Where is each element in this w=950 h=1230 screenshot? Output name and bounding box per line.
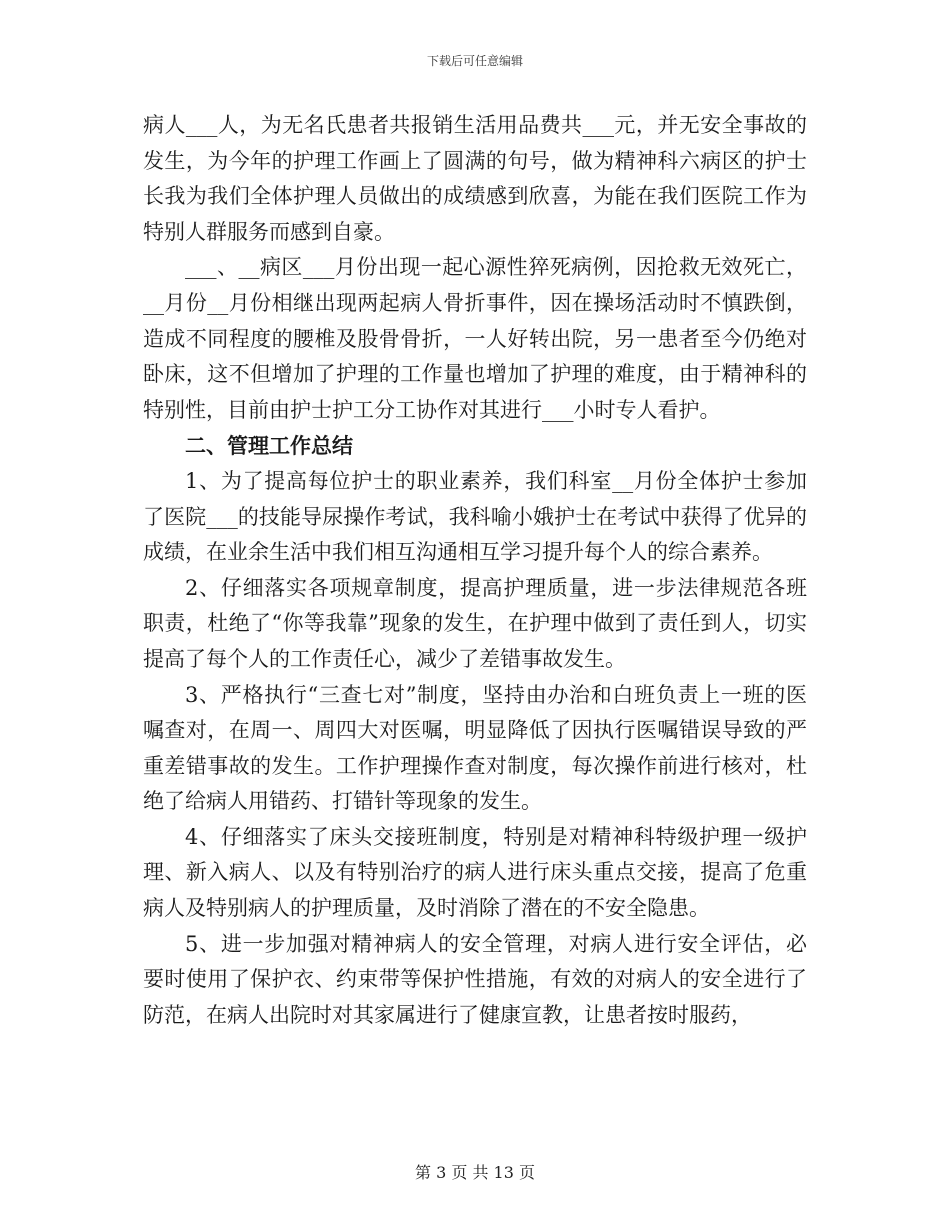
paragraph-continuation: 病人___人，为无名氏患者共报销生活用品费共___元，并无安全事故的发生，为今年的护理工作画上了圆满的句号，做为精神科六病区的护士长我为我们全体护理人员做出的成绩感到欣喜，为能在我们医院工作为特别人群服务而感到自豪。 — [143, 113, 807, 244]
section-heading-management: 二、管理工作总结 — [185, 433, 353, 459]
page-header: 下载后可任意编辑 — [426, 54, 523, 68]
paragraph-item-1: 1、为了提高每位护士的职业素养，我们科室__月份全体护士参加了医院___的技能导尿操作考试，我科喻小娥护士在考试中获得了优异的成绩，在业余生活中我们相互沟通相互学习提升每个人的综合素养。 — [143, 468, 807, 565]
page-footer: 第 3 页 共 13 页 — [415, 1163, 535, 1182]
paragraph-item-2: 2、仔细落实各项规章制度，提高护理质量，进一步法律规范各班职责，杜绝了“你等我靠”现象的发生，在护理中做到了责任到人，切实提高了每个人的工作责任心，减少了差错事故发生。 — [143, 575, 807, 671]
paragraph-item-5: 5、进一步加强对精神病人的安全管理，对病人进行安全评估，必要时使用了保护衣、约束带等保护性措施，有效的对病人的安全进行了防范，在病人出院时对其家属进行了健康宣教，让患者按时服药， — [143, 931, 807, 1027]
paragraph-item-4: 4、仔细落实了床头交接班制度，特别是对精神科特级护理一级护理、新入病人、以及有特别治疗的病人进行床头重点交接，提高了危重病人及特别病人的护理质量，及时消除了潜在的不安全隐患。 — [143, 824, 807, 921]
paragraph-incidents: ___、__病区___月份出现一起心源性猝死病例，因抢救无效死亡，__月份__月份相继出现两起病人骨折事件，因在操场活动时不慎跌倒，造成不同程度的腰椎及股骨骨折，一人好转出院，另一患者至今仍绝对卧床，这不但增加了护理的工作量也增加了护理的难度，由于精神科的特别性，目前由护士护工分工协作对其进行___小时专人看护。 — [143, 255, 807, 422]
paragraph-item-3: 3、严格执行“三查七对”制度，坚持由办治和白班负责上一班的医嘱查对，在周一、周四大对医嘱，明显降低了因执行医嘱错误导致的严重差错事故的发生。工作护理操作查对制度，每次操作前进行核对，杜绝了给病人用错药、打错针等现象的发生。 — [143, 682, 807, 814]
document-body — [143, 108, 807, 1033]
